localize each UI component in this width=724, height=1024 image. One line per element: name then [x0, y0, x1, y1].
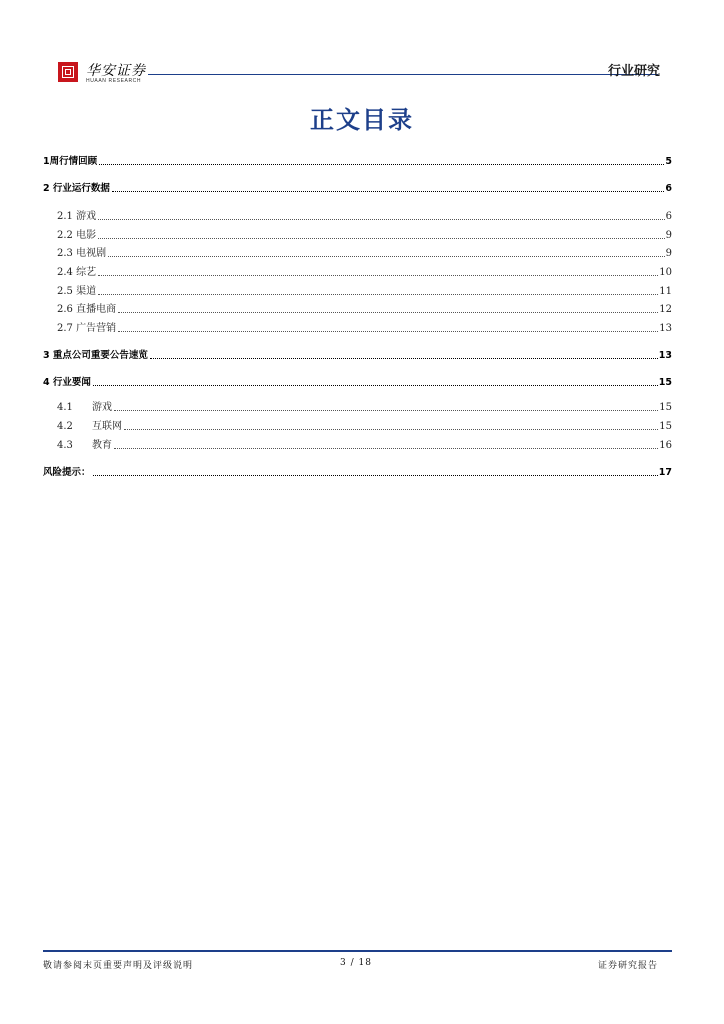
toc-entry[interactable] [43, 465, 672, 479]
toc-entry[interactable] [57, 228, 672, 242]
toc-entry[interactable] [57, 209, 672, 223]
toc-entry-label: 2 行业运行数据 [43, 183, 110, 194]
toc-entry[interactable] [43, 181, 672, 195]
footer-disclaimer: 敬请参阅末页重要声明及评级说明 [43, 961, 194, 971]
header-divider [148, 74, 658, 75]
toc-entry-page: 13 [659, 323, 672, 334]
brand-name: 华安证券 [86, 63, 146, 79]
toc-leader-dots [114, 410, 658, 411]
toc-leader-dots [118, 312, 658, 313]
footer-report-type: 证券研究报告 [598, 961, 659, 971]
toc-entry[interactable] [57, 265, 672, 279]
toc-entry-page: 12 [659, 304, 672, 315]
toc-leader-dots [150, 358, 658, 359]
toc-entry-label: 2.3 电视剧 [57, 248, 107, 259]
toc-entry-page: 10 [659, 267, 672, 278]
toc-entry-label: 4 行业要闻 [43, 377, 91, 388]
toc-entry-label: 2.7 广告营销 [57, 323, 117, 334]
toc-leader-dots [124, 429, 658, 430]
toc-entry[interactable] [57, 438, 672, 452]
toc-entry-page: 5 [665, 156, 672, 167]
page-header [58, 60, 672, 90]
toc-leader-dots [99, 164, 664, 165]
company-logo-icon [58, 62, 78, 82]
toc-entry-page: 15 [659, 421, 672, 432]
toc-entry[interactable] [43, 375, 672, 389]
toc-entry-page: 15 [658, 377, 672, 388]
toc-leader-dots [112, 191, 664, 192]
toc-entry-page: 6 [665, 211, 672, 222]
toc-leader-dots [98, 238, 665, 239]
toc-entry-page: 9 [665, 230, 672, 241]
toc-entry-label: 4.3 教育 [57, 440, 112, 451]
toc-leader-dots [98, 275, 658, 276]
toc-entry-label: 2.2 电影 [57, 230, 97, 241]
toc-leader-dots [93, 475, 658, 476]
toc-entry-label: 2.5 渠道 [57, 286, 97, 297]
toc-entry[interactable] [57, 302, 672, 316]
toc-entry-page: 16 [659, 440, 672, 451]
toc-entry-label: 2.1 游戏 [57, 211, 97, 222]
toc-entry[interactable] [57, 400, 672, 414]
toc-entry-page: 9 [665, 248, 672, 259]
toc-leader-dots [118, 331, 658, 332]
toc-leader-dots [108, 256, 665, 257]
toc-leader-dots [93, 385, 658, 386]
toc-leader-dots [98, 219, 665, 220]
toc-entry-page: 17 [658, 467, 672, 478]
toc-entry-page: 13 [658, 350, 672, 361]
toc-leader-dots [98, 294, 658, 295]
toc-entry-label: 4.1 游戏 [57, 402, 112, 413]
toc-entry-label: 风险提示： [43, 467, 91, 478]
toc-entry[interactable] [57, 321, 672, 335]
toc-entry-label: 2.4 综艺 [57, 267, 97, 278]
toc-entry-page: 15 [659, 402, 672, 413]
toc-entry-page: 11 [659, 286, 672, 297]
toc-entry-label: 4.2 互联网 [57, 421, 122, 432]
toc-entry-page: 6 [665, 183, 672, 194]
brand-english: HUAAN RESEARCH [86, 78, 142, 84]
toc-entry[interactable] [43, 348, 672, 362]
toc-entry-label: 3 重点公司重要公告速览 [43, 350, 148, 361]
toc-entry[interactable] [57, 246, 672, 260]
toc-entry[interactable] [43, 154, 672, 168]
toc-leader-dots [114, 448, 658, 449]
toc-entry[interactable] [57, 284, 672, 298]
footer-page-indicator: 3 / 18 [340, 958, 372, 968]
footer-divider [43, 950, 672, 952]
toc-entry-label: 1周行情回顾 [43, 156, 98, 167]
section-tag: 行业研究 [607, 64, 660, 79]
page-title: 正文目录 [310, 106, 414, 134]
toc-entry[interactable] [57, 419, 672, 433]
toc-entry-label: 2.6 直播电商 [57, 304, 117, 315]
